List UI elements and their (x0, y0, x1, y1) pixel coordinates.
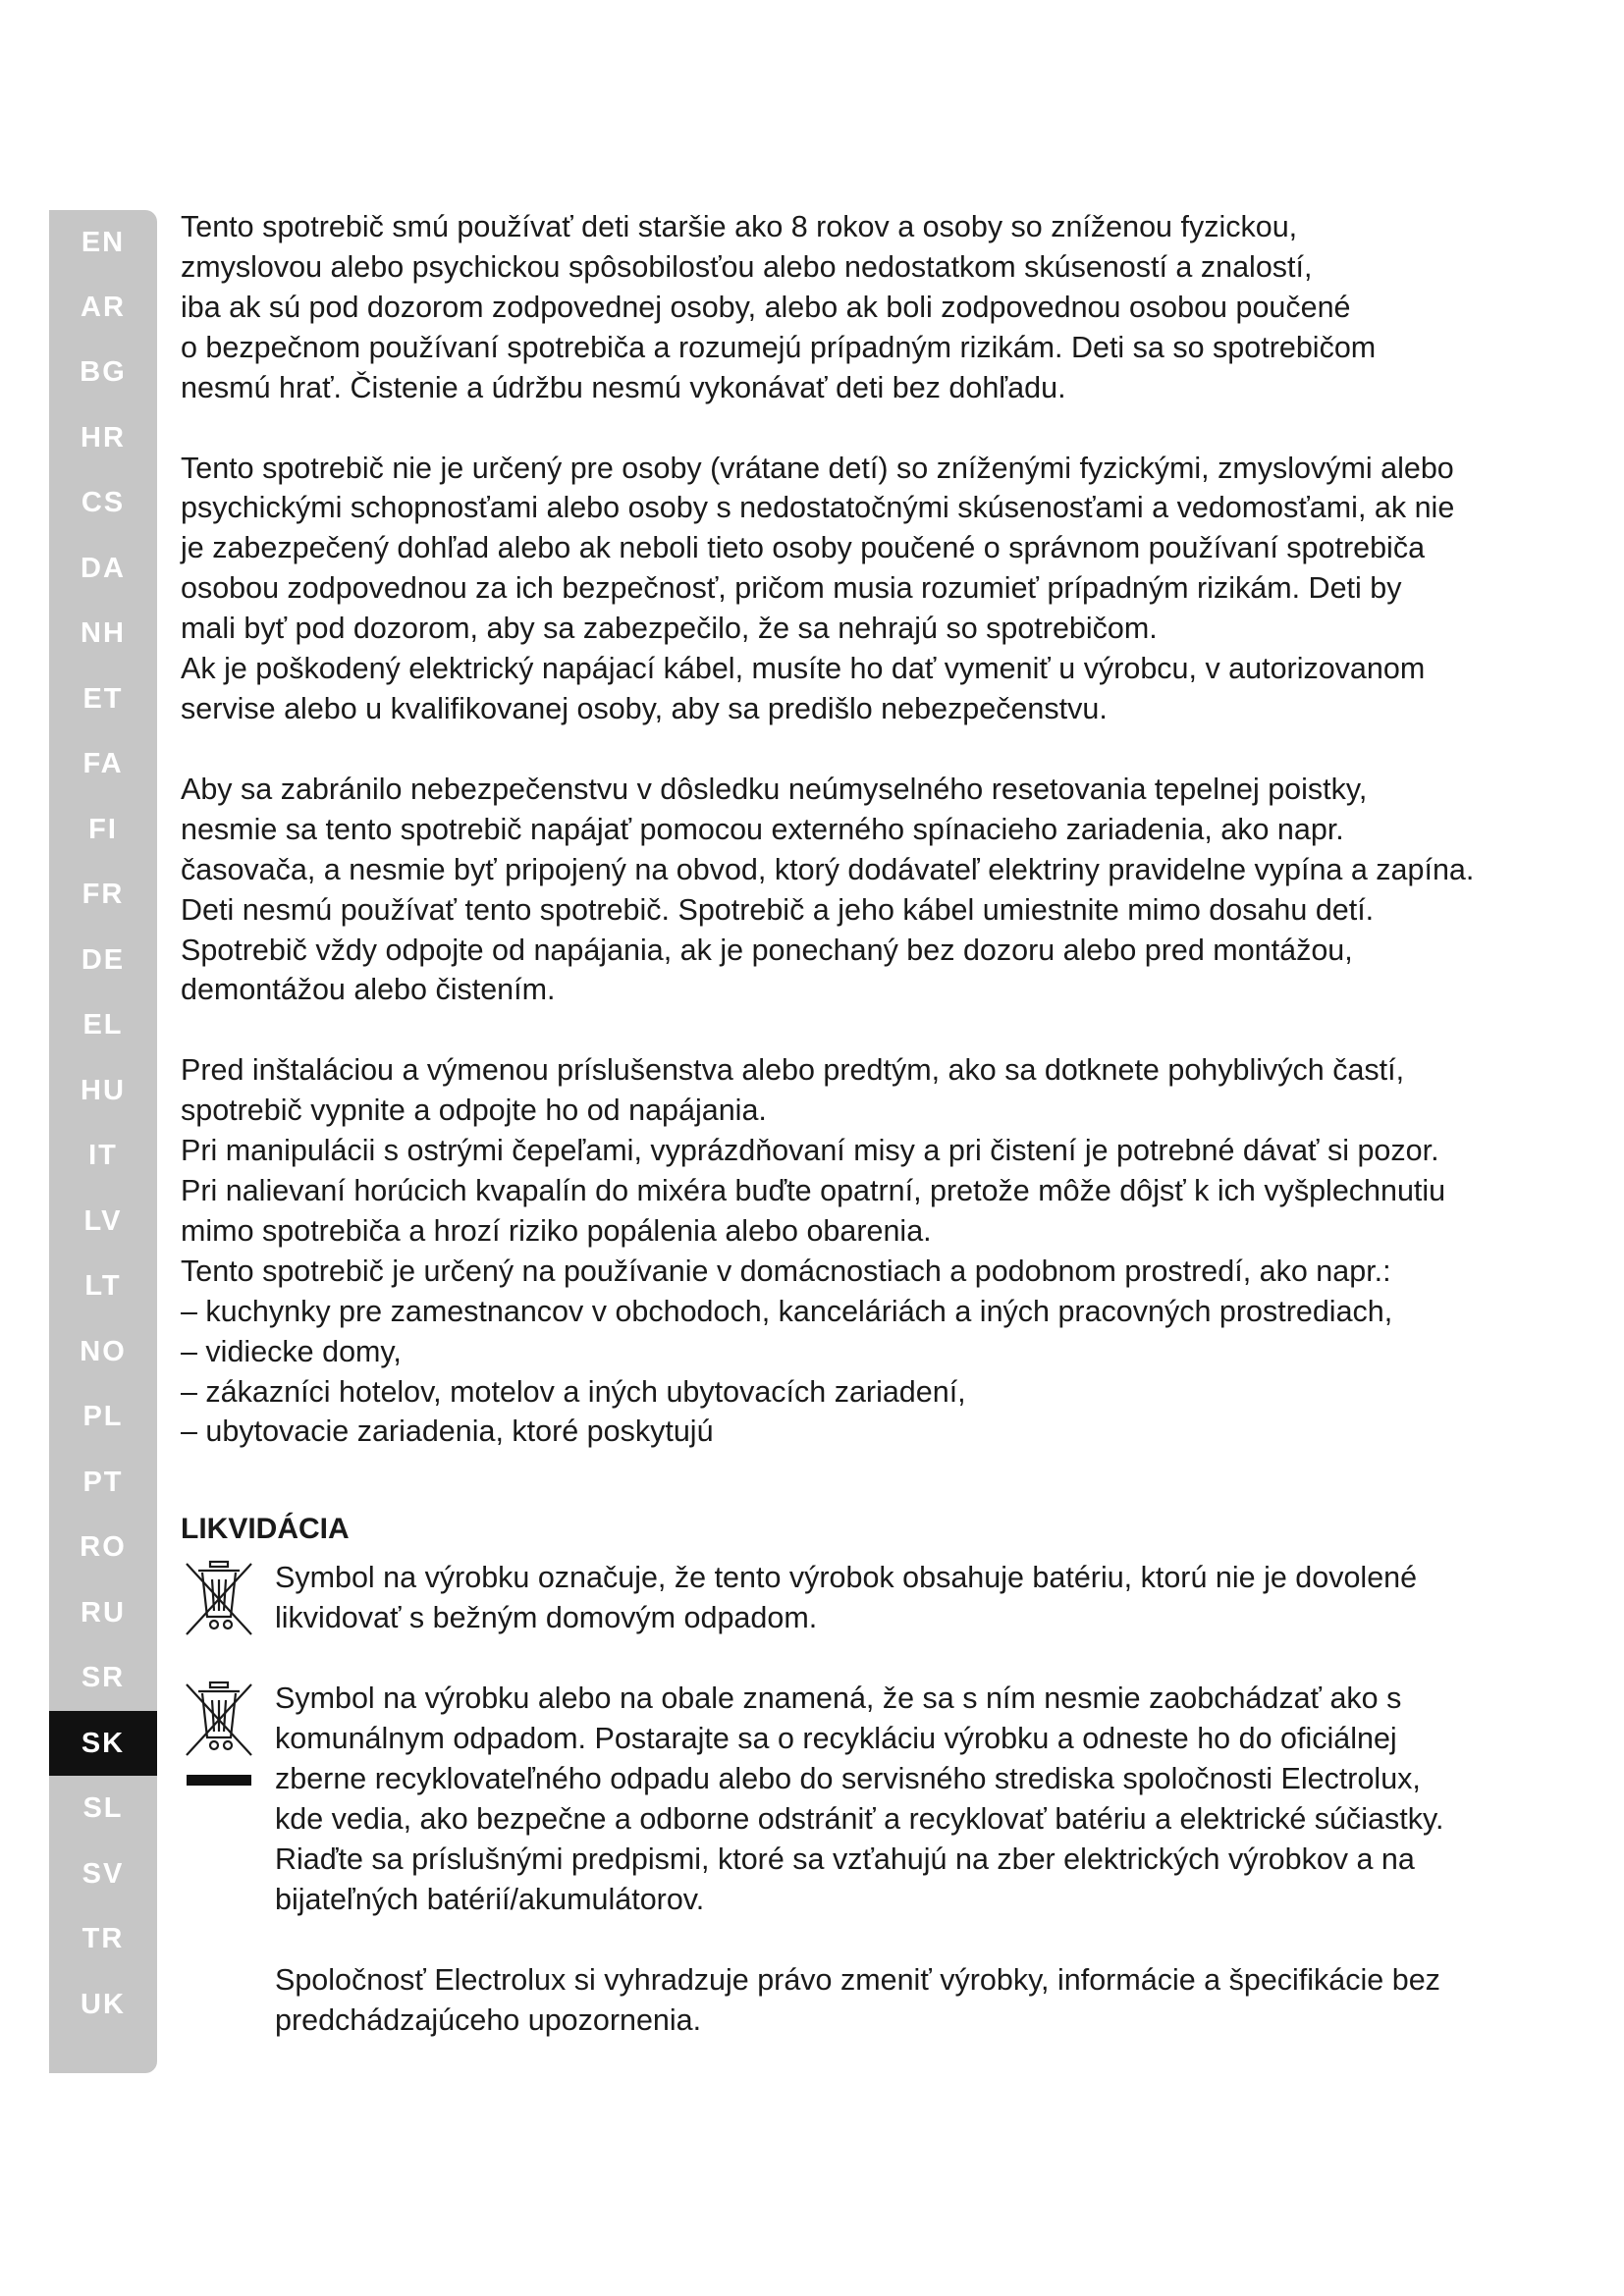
safety-paragraph-usage (181, 1050, 1487, 1452)
text-line: Tento spotrebič smú používať deti staršie ako 8 rokov a osoby so zníženou fyzickou, (181, 210, 1298, 243)
text-line: Pri manipulácii s ostrými čepeľami, vyprázdňovaní misy a pri čistení je potrebné dávať si pozor. (181, 1134, 1439, 1168)
text-line: Aby sa zabránilo nebezpečenstvu v dôsledku neúmyselného resetovania tepelnej poistky, (181, 772, 1368, 806)
text-line: Spoločnosť Electrolux si vyhradzuje právo zmeniť výrobky, informácie a špecifikácie bez (275, 1962, 1440, 1997)
text-line: – zákazníci hotelov, motelov a iných ubytovacích zariadení, (181, 1374, 966, 1409)
text-line: nesmú hrať. Čistenie a údržbu nesmú vykonávať deti bez dohľadu. (181, 370, 1066, 404)
lang-tab-lv[interactable]: LV (83, 1205, 123, 1237)
lang-tab-et[interactable]: ET (82, 683, 124, 715)
text-line: bijateľných batérií/akumulátorov. (275, 1882, 705, 1916)
manual-content (181, 207, 1487, 2040)
text-line: Symbol na výrobku označuje, že tento výrobok obsahuje batériu, ktorú nie je dovolené (275, 1561, 1418, 1595)
lang-tab-sl[interactable]: SL (82, 1792, 124, 1824)
lang-tab-pt[interactable]: PT (82, 1467, 124, 1498)
text-line: mimo spotrebiča a hrozí riziko popálenia alebo obarenia. (181, 1213, 932, 1248)
lang-tab-no[interactable]: NO (80, 1336, 127, 1367)
lang-tab-pl[interactable]: PL (82, 1401, 124, 1432)
lang-tab-bg[interactable]: BG (80, 356, 127, 388)
lang-tab-fa[interactable]: FA (82, 748, 124, 779)
disposal-heading: LIKVIDÁCIA (181, 1513, 350, 1546)
text-line: servise alebo u kvalifikovanej osoby, aby sa predišlo nebezpečenstvu. (181, 691, 1108, 725)
disposal-product-block (181, 1679, 1487, 2040)
text-line: iba ak sú pod dozorom zodpovednej osoby, alebo ak boli zodpovednou osobou poučené (181, 290, 1351, 324)
lang-tab-el[interactable]: EL (82, 1009, 124, 1041)
text-line: psychickými schopnosťami alebo osoby s nedostatočnými skúsenosťami a vedomosťami, ak nie (181, 491, 1455, 525)
text-line: Deti nesmú používať tento spotrebič. Spotrebič a jeho kábel umiestnite mimo dosahu detí. (181, 892, 1375, 927)
disposal-battery-block (181, 1558, 1487, 1638)
crossed-bin-icon (181, 1558, 257, 1638)
lang-tab-en[interactable]: EN (81, 227, 126, 258)
lang-tab-hu[interactable]: HU (81, 1075, 126, 1106)
lang-tab-da[interactable]: DA (81, 553, 126, 584)
text-line: mali byť pod dozorom, aby sa zabezpečilo, že sa nehrajú so spotrebičom. (181, 612, 1158, 646)
lang-tab-fr[interactable]: FR (81, 879, 125, 910)
text-line: Symbol na výrobku alebo na obale znamená, že sa s ním nesmie zaobchádzať ako s (275, 1682, 1402, 1716)
text-line: o bezpečnom používaní spotrebiča a rozumejú prípadným rizikám. Deti sa so spotrebičom (181, 330, 1377, 364)
lang-tab-uk[interactable]: UK (81, 1989, 126, 2020)
lang-tab-ar[interactable]: AR (81, 292, 126, 323)
safety-paragraph-thermal-fuse (181, 770, 1487, 1010)
lang-tab-it[interactable]: IT (88, 1140, 118, 1171)
crossed-bin-bar-icon (181, 1679, 257, 1759)
text-line: časovača, a nesmie byť pripojený na obvod, ktorý dodávateľ elektriny pravidelne vypína a zapína. (181, 852, 1475, 886)
text-line: zberne recyklovateľného odpadu alebo do servisného strediska spoločnosti Electrolux, (275, 1762, 1421, 1795)
text-line: osobou zodpovednou za ich bezpečnosť, pričom musia rozumieť prípadným rizikám. Deti by (181, 571, 1402, 606)
text-line: kde vedia, ako bezpečne a odborne odstrániť a recyklovať batériu a elektrické súčiastky. (275, 1801, 1444, 1836)
text-line: Pred inštaláciou a výmenou príslušenstva alebo predtým, ako sa dotknete pohyblivých častí, (181, 1053, 1405, 1088)
lang-tab-sk-active[interactable]: SK (49, 1711, 157, 1776)
lang-tab-lt[interactable]: LT (84, 1270, 122, 1302)
text-line: nesmie sa tento spotrebič napájať pomocou externého spínacieho zariadenia, ako napr. (181, 812, 1344, 846)
text-line: – kuchynky pre zamestnancov v obchodoch, kanceláriách a iných pracovných prostrediach, (181, 1294, 1393, 1328)
safety-paragraph-children (181, 207, 1487, 408)
text-line: spotrebič vypnite a odpojte ho od napájania. (181, 1094, 767, 1128)
text-line: komunálnym odpadom. Postarajte sa o recykláciu výrobku a odneste ho do oficiálnej (275, 1722, 1397, 1756)
text-line: predchádzajúceho upozornenia. (275, 2002, 702, 2037)
text-line: Tento spotrebič nie je určený pre osoby (vrátane detí) so zníženými fyzickými, zmyslovými alebo (181, 451, 1454, 485)
lang-tab-sv[interactable]: SV (81, 1858, 125, 1890)
text-line: Pri nalievaní horúcich kvapalín do mixéra buďte opatrní, pretože môže dôjsť k ich vyšplechnutiu (181, 1174, 1446, 1208)
lang-tab-sr[interactable]: SR (81, 1662, 126, 1693)
lang-tab-nh[interactable]: NH (81, 617, 126, 649)
text-line: Ak je poškodený elektrický napájací kábel, musíte ho dať vymeniť u výrobcu, v autorizovanom (181, 652, 1426, 686)
safety-paragraph-persons-cable (181, 449, 1487, 729)
lang-tab-ru[interactable]: RU (81, 1597, 126, 1629)
text-line: je zabezpečený dohľad alebo ak neboli tieto osoby poučené o správnom používaní spotrebiča (181, 531, 1426, 565)
change-notice-text (275, 1960, 1487, 2041)
text-line: zmyslovou alebo psychickou spôsobilosťou alebo nedostatkom skúseností a znalostí, (181, 249, 1313, 284)
text-line: Riaďte sa príslušnými predpismi, ktoré sa vzťahujú na zber elektrických výrobkov a na (275, 1842, 1415, 1876)
text-line: Spotrebič vždy odpojte od napájania, ak je ponechaný bez dozoru alebo pred montážou, (181, 933, 1353, 967)
text-line: – ubytovacie zariadenia, ktoré poskytujú (181, 1415, 714, 1449)
separate-collection-bar (187, 1775, 251, 1786)
disposal-battery-text (275, 1558, 1487, 1638)
text-line: Tento spotrebič je určený na používanie v domácnostiach a podobnom prostredí, ako napr.: (181, 1254, 1391, 1288)
lang-tab-tr[interactable]: TR (81, 1923, 125, 1954)
text-line: demontážou alebo čistením. (181, 973, 556, 1007)
text-line: likvidovať s bežným domovým odpadom. (275, 1601, 818, 1635)
lang-tab-ro[interactable]: RO (80, 1531, 127, 1563)
lang-tab-cs[interactable]: CS (81, 487, 126, 518)
lang-tab-de[interactable]: DE (81, 944, 126, 976)
language-sidebar (49, 210, 157, 2073)
text-line: – vidiecke domy, (181, 1334, 402, 1368)
lang-tab-hr[interactable]: HR (81, 422, 126, 454)
disposal-product-text (275, 1679, 1487, 1919)
lang-tab-fi[interactable]: FI (88, 814, 118, 845)
